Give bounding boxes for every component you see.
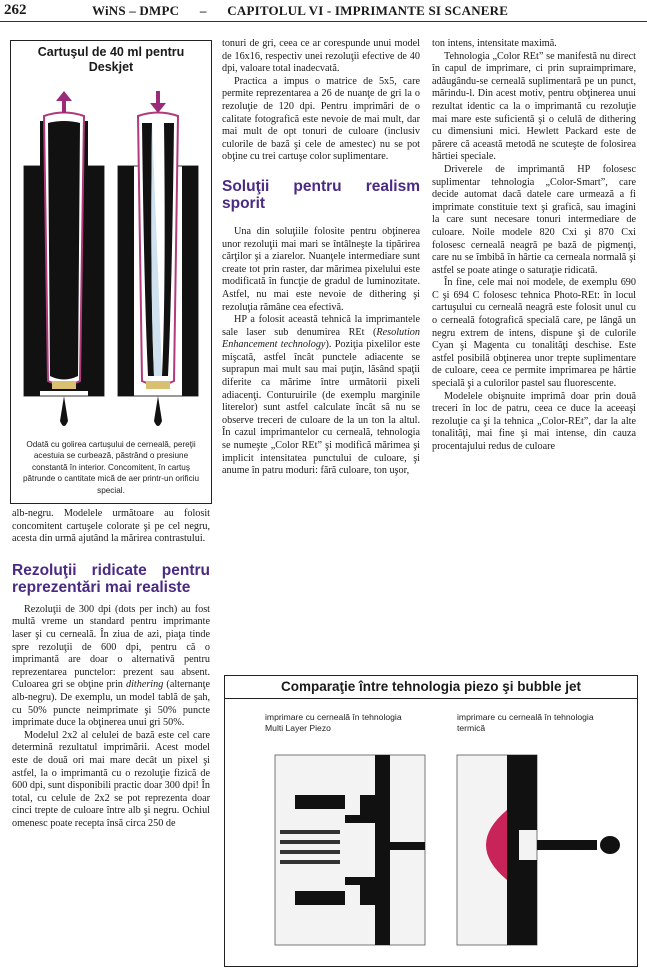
col3-paragraph-5: Modelele obişnuite imprimă doar prin două treceri în loc de patru, ceea ce duce la aceeaşi rezoluţie ca şi la tehnica „Color-REt”, dar la alte tonalităţi, mai fine şi mai intense, din cauza procentajului redus de culoare bbox=[432, 390, 636, 452]
thermal-label: imprimare cu cerneală în tehnologia termică bbox=[457, 712, 594, 733]
cartridge-empty bbox=[118, 113, 198, 427]
header-rule bbox=[0, 21, 647, 22]
running-title: WiNS – DMPC – CAPITOLUL VI - IMPRIMANTE SI SCANERE bbox=[92, 3, 509, 18]
cartridge-figure-box bbox=[10, 40, 212, 504]
col1-paragraph-1: alb-negru. Modelele următoare au folosit concomitent cartuşele colorate şi pe cel negru, acesta din urmă ajutând la mărirea contrastului. bbox=[12, 508, 210, 545]
column-2 bbox=[222, 38, 420, 478]
thermal-nozzle bbox=[457, 755, 620, 945]
piezo-nozzle bbox=[275, 755, 425, 945]
col3-paragraph-3: Driverele de imprimantă HP folosesc suplimentar tehnologia „Color-Smart”, care decide automat dacă datele care urmează a fi imprimate constituie text şi grafică, sau imagini la care sunt necesare tonuri intermediare de culoare. Noile modele 820 Cxi şi 870 Cxi folosesc cerneală neagră pe bază de pigmenţi, care nu se îmbibă în hârtie ca cerneala normală şi astfel se poate atinge o saturaţie ridicată. bbox=[432, 163, 636, 276]
column-1 bbox=[12, 508, 210, 830]
piezo-bubble-title-rule bbox=[225, 698, 637, 699]
air-down-arrow bbox=[150, 91, 166, 113]
cartridge-figure-caption: Odată cu golirea cartuşului de cerneală, pereţii acestuia se curbează, păstrând o presiune constantă în interior. Concomitent, în cartuş pătrunde o cantitate mică de aer printr-un orificiu special. bbox=[22, 440, 200, 495]
heading-high-resolution: Rezoluţii ridicate pentru reprezentări mai realiste bbox=[12, 561, 210, 596]
cartridge-illustration bbox=[16, 91, 206, 436]
col3-paragraph-4: În fine, cele mai noi modele, de exemplu 690 C şi 694 C folosesc tehnica Photo-REt: în locul cartuşului cu cerneală neagră este folosit unul cu o cerneală fotografică specială care, pe lângă un negru extrem de intens, dispune şi de culorile Cyan şi Magenta cu tonalităţi deschise. Este astfel posibilă obţinerea unor trepte suplimentare de culoare, ceea ce permite imprimarea pe hârtie specială şi a culorilor pastel sau fluorescente. bbox=[432, 277, 636, 390]
col3-paragraph-2: Tehnologia „Color REt” se manifestă nu direct în capul de imprimare, ci prin supraimprimare, adăugându-se cerneală suplimentară pe un punct, mărindu-l. Din acest motiv, pentru obţinerea unui rezultat identic ca la o imprimantă cu rezoluţie mai mare este suficientă şi o celulă de dithering cu dimensiuni mici. Hewlett Packard este de părere că această metodă ne scuteşte de folosirea hârtiei speciale. bbox=[432, 50, 636, 163]
column-3 bbox=[432, 38, 636, 454]
heading-realism-solutions: Soluţii pentru realism sporit bbox=[222, 177, 420, 212]
piezo-bubble-title: Comparaţie între tehnologia piezo şi bubble jet bbox=[280, 679, 582, 694]
col2-paragraph-4: HP a folosit această tehnică la imprimantele sale laser sub denumirea REt (Resolution Enhancement technology). Poziţia pixelilor este mişcată, astfel încât punctele adiacente se suprapun mai mult sau mai puţin, lăsând spaţii diferite ca mărime între următorii pixeli adiacenţi. Conturuirile (de exemplu marginile literelor) sunt astfel calculate încât să nu se observe treceri de culoare de la un ton la altul. În cazul imprimantelor cu cerneală, tehnologia se numeşte „Color REt” şi modifică mărimea şi implicit intensitatea punctului de culoare, şi anume în patru moduri: fără culoare, ton uşor, bbox=[222, 314, 421, 477]
col2-paragraph-3: Una din soluţiile folosite pentru obţinerea unor rezoluţii mai mari se întâlneşte la tipărirea cărţilor şi a ziarelor. Nuanţele intermediare sunt create tot prin raster, dar mărimea pixelului este modificată în funcţie de gradul de luminozitate. Astfel, nu mai este nevoie de dithering şi rezoluţia rămâne cea efectivă. bbox=[222, 225, 420, 313]
cartridge-full bbox=[24, 113, 104, 427]
col3-paragraph-1: ton intens, intensitate maximă. bbox=[432, 38, 557, 49]
piezo-bubble-illustration bbox=[225, 700, 637, 964]
cartridge-figure-title: Cartuşul de 40 ml pentru Deskjet bbox=[37, 45, 185, 74]
piezo-bubble-figure-box bbox=[224, 675, 638, 967]
col1-paragraph-3: Modelul 2x2 al celulei de bază este cel care determină rezultatul imprimării. Acest model este de două ori mai mare decât un pixel şi astfel, la o imprimantă cu o rezoluţie fizică de 600 dpi, sunt disponibili practic doar 300 dpi! În total, cu celule de 2x2 se pot reprezenta doar cinci trepte de culoare între alb şi negru. Ochiul omenesc poate recepta însă circa 250 de bbox=[12, 729, 210, 829]
page-number: 262 bbox=[4, 2, 27, 18]
col2-paragraph-2: Practica a impus o matrice de 5x5, care permite reprezentarea a 26 de nuanţe de gri la o rezoluţie de 120 dpi. Pentru imprimări de o calitate fotografică este nevoie de mai mult, dar mai mult de opt tonuri de culoare (inclusiv culorile de bază şi cele de amestec) nu se pot obţine cu trei cartuşe color suplimentare. bbox=[222, 75, 420, 163]
col1-paragraph-2: Rezoluţii de 300 dpi (dots per inch) au fost multă vreme un standard pentru imprimante laser şi cu cerneală. În ziua de azi, piaţa tinde spre rezoluţii de 600 dpi, pentru că o imprimantă are doar o alternativă pentru reprezentarea punctelor: prezent sau absent. Culoarea gri se obţine prin dithering (alternanţe alb-negru). De exemplu, un model tablă de şah, cu 50% puncte neimprimate şi 50% puncte imprimate duce la obţinerea unui gri 50%. bbox=[12, 603, 210, 729]
air-up-arrow bbox=[56, 91, 72, 113]
page-header bbox=[0, 0, 647, 22]
col2-paragraph-1: tonuri de gri, ceea ce ar corespunde unui model de 16x16, respectiv unei rezoluţii efective de 40 dpi, valoare total inadecvată. bbox=[222, 38, 420, 75]
piezo-label: imprimare cu cerneală în tehnologia Multi Layer Piezo bbox=[265, 712, 402, 733]
